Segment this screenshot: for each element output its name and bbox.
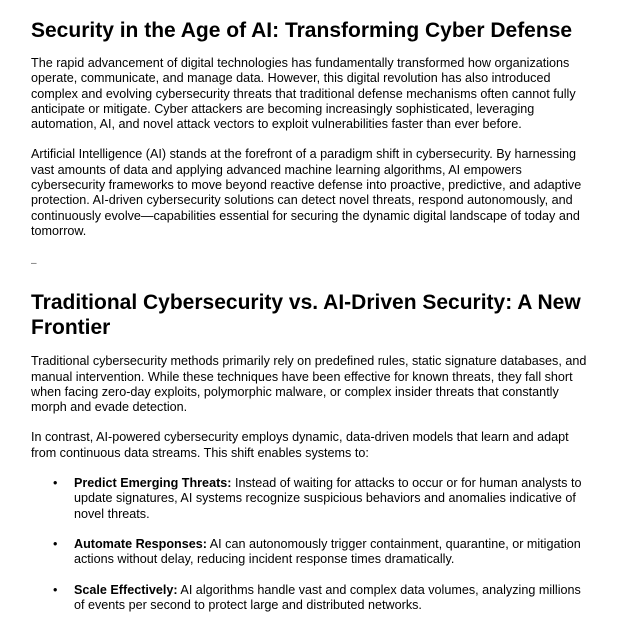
traditional-paragraph: Traditional cybersecurity methods primarily rely on predefined rules, static signature databases, and manual intervention. While these techniques have been effective for known threats, they fall short when facing zero-day exploits, polymorphic malware, or complex insider threats that constantly morph and evade detection. — [31, 354, 587, 415]
bullet-icon: • — [53, 536, 58, 551]
list-item-text: AI can autonomously trigger containment, quarantine, or mitigation actions without delay, reducing incident response times dramatically. — [74, 536, 581, 567]
ai-powered-paragraph: In contrast, AI-powered cybersecurity employs dynamic, data-driven models that learn and adapt from continuous data streams. This shift enables systems to: — [31, 430, 569, 460]
list-item — [53, 476, 590, 522]
bullet-icon: • — [53, 476, 58, 491]
section-heading-security-age-ai: Security in the Age of AI: Transforming Cyber Defense — [31, 19, 573, 42]
section-divider: – — [31, 258, 37, 270]
list-item-title: Automate Responses: — [74, 536, 207, 551]
bullet-icon: • — [53, 582, 58, 597]
capabilities-list — [31, 476, 590, 613]
list-item-title: Predict Emerging Threats: — [74, 476, 232, 491]
list-item — [53, 537, 590, 568]
intro-paragraph-2: Artificial Intelligence (AI) stands at the forefront of a paradigm shift in cybersecurity. By harnessing vast amounts of data and applying advanced machine learning algorithms, AI empowers cybersecurity frameworks to move beyond reactive defense into proactive, predictive, and adaptive protection. AI-driven cybersecurity solutions can detect novel threats, respond autonomously, and continuously evolve—capabilities essential for securing the dynamic digital landscape of today and tomorrow. — [31, 147, 582, 238]
list-item-text: AI algorithms handle vast and complex data volumes, analyzing millions of events per second to protect large and distributed networks. — [74, 582, 581, 612]
list-item — [53, 583, 590, 614]
section-heading-traditional-vs-ai: Traditional Cybersecurity vs. AI-Driven Security: A New Frontier — [31, 291, 581, 340]
intro-paragraph-1: The rapid advancement of digital technologies has fundamentally transformed how organizations operate, communicate, and manage data. However, this digital revolution has also introduced complex and evolving cybersecurity threats that traditional defense mechanisms often cannot fully anticipate or mitigate. Cyber attackers are becoming increasingly sophisticated, leveraging automation, AI, and novel attack vectors to exploit vulnerabilities faster than ever before. — [31, 56, 576, 132]
list-item-text: Instead of waiting for attacks to occur or for human analysts to update signatures, AI systems recognize suspicious behaviors and anomalies indicative of novel threats. — [74, 476, 582, 521]
list-item-title: Scale Effectively: — [74, 582, 178, 597]
